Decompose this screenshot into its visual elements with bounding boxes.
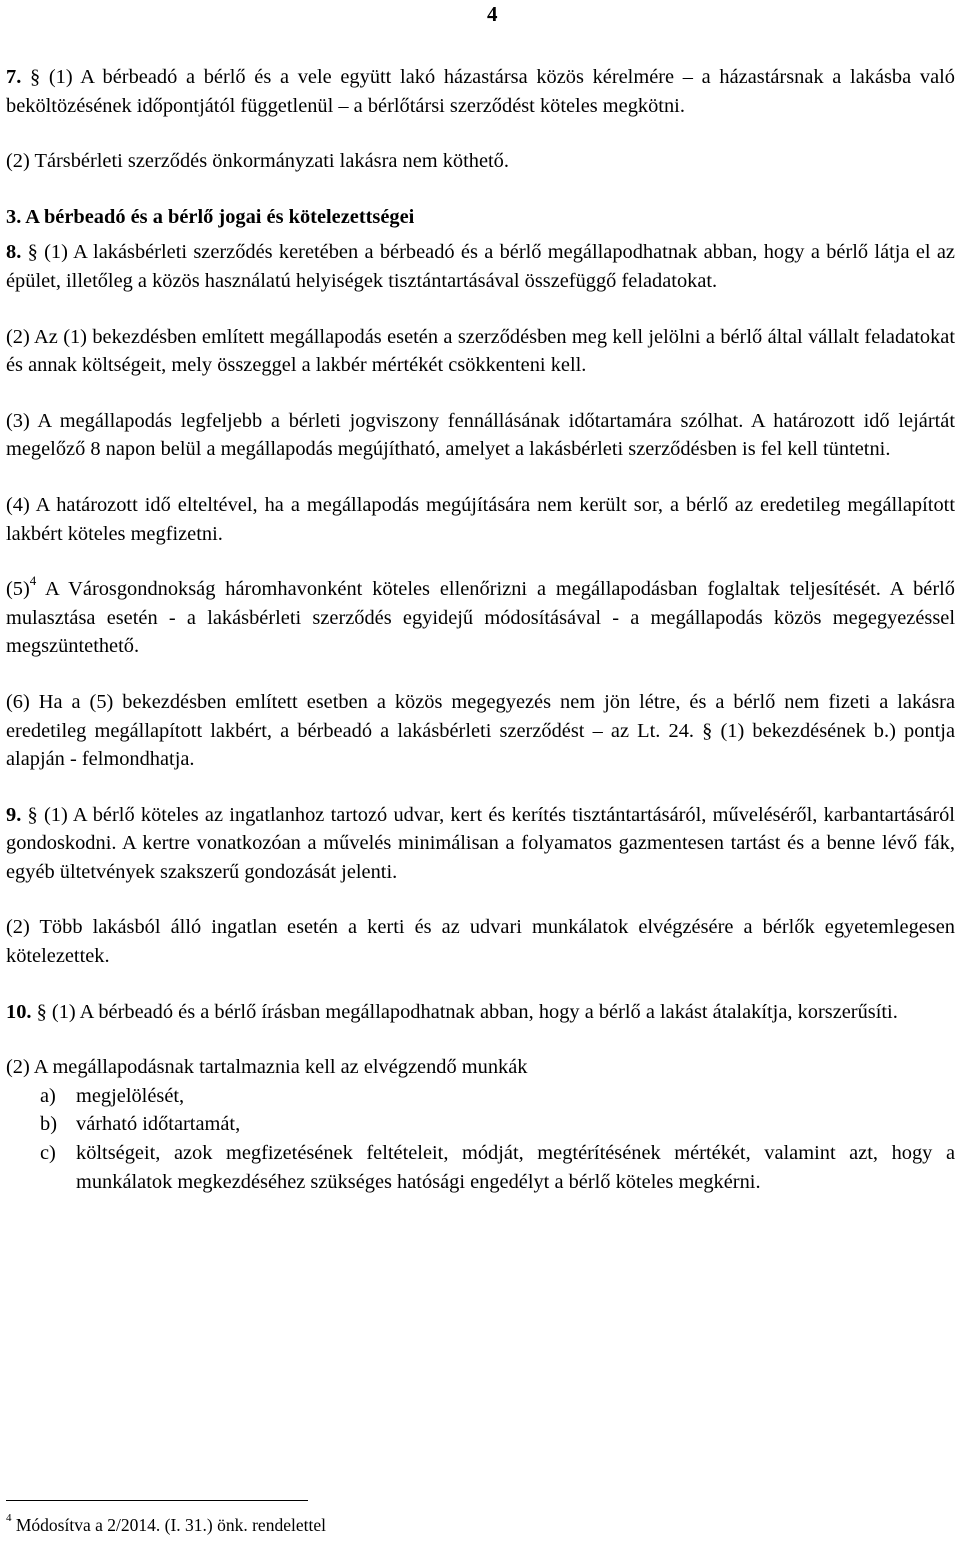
chapter-heading: 3. A bérbeadó és a bérlő jogai és kötelezettségei	[6, 205, 415, 228]
section-8-paragraph-2: (2) Az (1) bekezdésben említett megállapodás esetén a szerződésben meg kell jelölni a bérlő által vállalt feladatokat és annak költségeit, mely összeggel a lakbér mértékét csökkenteni kell.	[6, 325, 955, 377]
section-8-text-5: A Városgondnokság háromhavonként köteles ellenőrizni a megállapodásban foglaltak teljesítését. A bérlő mulasztása esetén - a lakásbérleti szerződés egyidejű módosításával - a megállapodás közös megegyezéssel megszüntethető.	[6, 578, 955, 658]
section-10-paragraph-1	[6, 998, 955, 1027]
list-marker: a)	[40, 1084, 56, 1107]
list-item	[6, 1110, 955, 1139]
list-marker: c)	[40, 1142, 56, 1165]
work-requirements-list	[6, 1082, 955, 1196]
document-body	[6, 63, 955, 1196]
section-8-paragraph-6: (6) Ha a (5) bekezdésben említett esetben a közös megegyezés nem jön létre, és a bérlő nem fizeti a lakásra eredetileg megállapított lakbért, a bérbeadó a lakásbérleti szerződést – az Lt. 24. § (1) bekezdésének b.) pontja alapján - felmondhatja.	[6, 690, 955, 771]
section-10-paragraph-2: (2) A megállapodásnak tartalmaznia kell az elvégzendő munkák	[6, 1056, 528, 1079]
section-9-text-1: § (1) A bérlő köteles az ingatlanhoz tartozó udvar, kert és kerítés tisztántartásáról, műveléséről, karbantartásáról gondoskodni. A kertre vonatkozóan a művelés minimálisan a folyamatos gazmentesen tartást és a benne lévő fák, egyéb ültetvények szakszerű gondozását jelenti.	[6, 803, 955, 883]
section-9-paragraph-2: (2) Több lakásból álló ingatlan esetén a kerti és az udvari munkálatok elvégzésére a bérlők egyetemlegesen kötelezettek.	[6, 916, 955, 968]
list-marker: b)	[40, 1113, 57, 1136]
list-item-text: várható időtartamát,	[76, 1113, 241, 1136]
list-item	[6, 1139, 955, 1196]
section-7-paragraph-2: (2) Társbérleti szerződés önkormányzati lakásra nem köthető.	[6, 150, 509, 173]
footnote-text: Módosítva a 2/2014. (I. 31.) önk. rendelettel	[11, 1515, 326, 1535]
list-item	[6, 1082, 955, 1111]
footnote-number: 4	[6, 1512, 12, 1525]
section-10-text-1: § (1) A bérbeadó és a bérlő írásban megállapodhatnak abban, hogy a bérlő a lakást átalakítja, korszerűsíti.	[36, 1000, 898, 1023]
list-item-text: megjelölését,	[76, 1084, 185, 1107]
section-8-paragraph-3: (3) A megállapodás legfeljebb a bérleti jogviszony fennállásának időtartamára szólhat. A határozott idő lejártát megelőző 8 napon belül a megállapodás megújítható, amelyet a lakásbérleti szerződésben is fel kell tüntetni.	[6, 409, 955, 461]
section-10-number: 10.	[6, 1000, 32, 1023]
footnote-reference[interactable]: 4	[29, 573, 37, 589]
footnote-separator	[6, 1500, 308, 1501]
section-9-number: 9.	[6, 803, 22, 826]
page-number: 4	[487, 2, 498, 26]
section-8-p5-prefix: (5)	[6, 578, 30, 601]
section-8-paragraph-1	[6, 238, 955, 295]
section-7-text-1: § (1) A bérbeadó a bérlő és a vele együtt lakó házastársa közös kérelmére – a házastársnak a lakásba való beköltözésének időpontjától függetlenül – a bérlőtársi szerződést köteles megkötni.	[6, 66, 955, 117]
section-7-paragraph-1	[6, 63, 955, 120]
list-item-text: költségeit, azok megfizetésének feltételeit, módját, megtérítésének mértékét, valamint azt, hogy a munkálatok megkezdéséhez szükséges hatósági engedélyt a bérlő köteles megkérni.	[76, 1142, 955, 1193]
section-8-text-1: § (1) A lakásbérleti szerződés keretében a bérbeadó és a bérlő megállapodhatnak abban, hogy a bérlő látja el az épület, illetőleg a közös használatú helyiségek tisztántartásával összefüggő feladatokat.	[6, 241, 955, 292]
section-8-paragraph-4: (4) A határozott idő elteltével, ha a megállapodás megújítására nem került sor, a bérlő az eredetileg megállapított lakbért köteles megfizetni.	[6, 493, 955, 545]
section-9-paragraph-1	[6, 801, 955, 887]
section-8-paragraph-5	[6, 575, 955, 661]
footnote	[6, 1514, 326, 1536]
section-7-number: 7.	[6, 66, 22, 88]
section-8-number: 8.	[6, 241, 22, 264]
